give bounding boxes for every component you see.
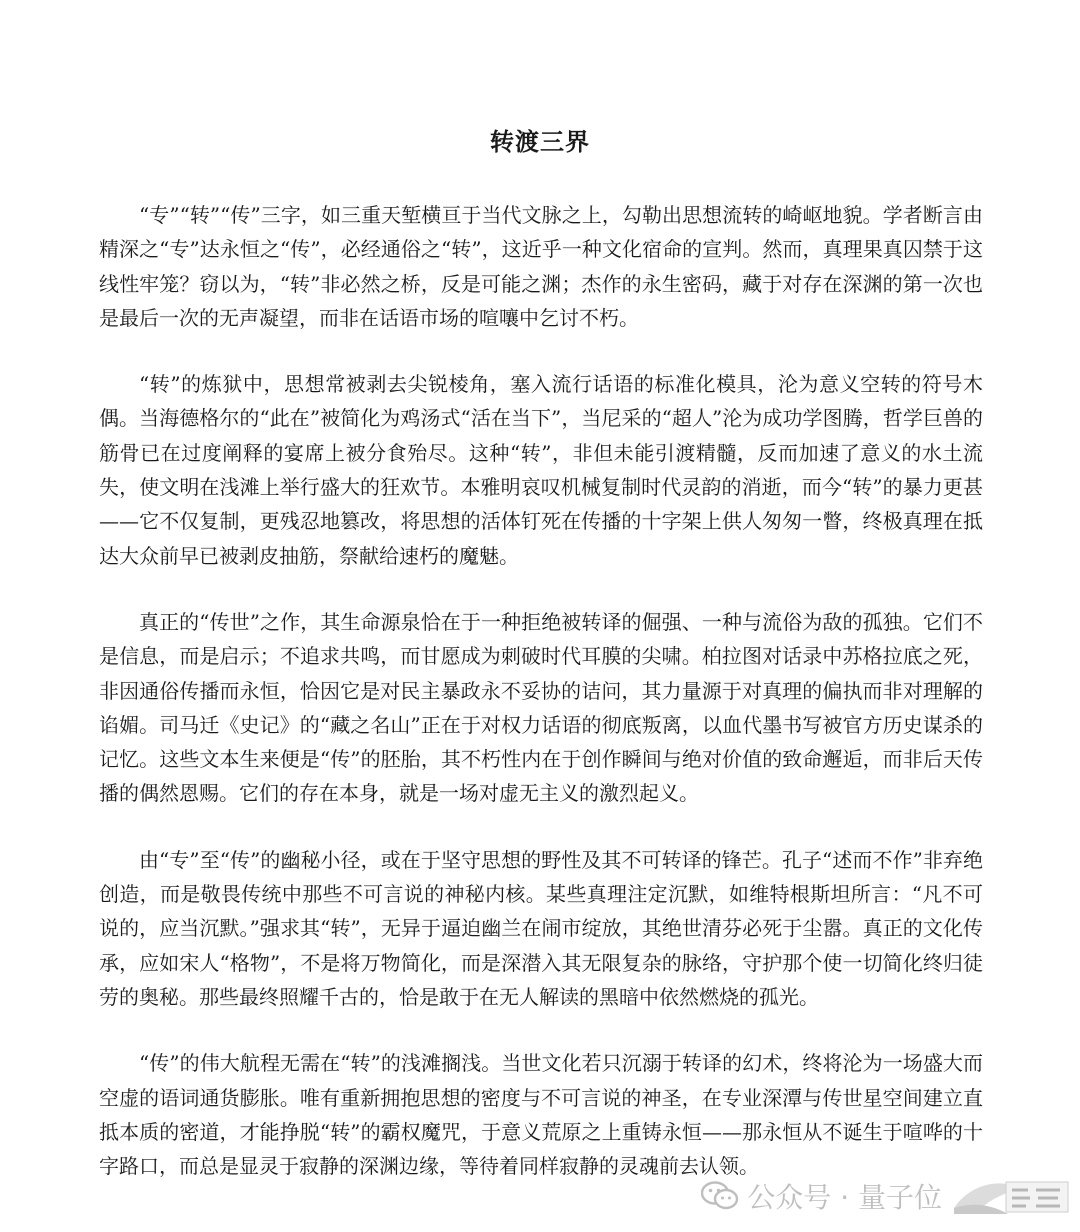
watermark <box>701 1174 1070 1218</box>
paragraph-1: “专”“转”“传”三字，如三重天堑横亘于当代文脉之上，勾勒出思想流转的崎岖地貌。学者断言由精深之“专”达永恒之“传”，必经通俗之“转”，这近乎一种文化宿命的宣判。然而，真理果真囚禁于这线性牢笼？窃以为，“转”非必然之桥，反是可能之渊；杰作的永生密码，藏于对存在深渊的第一次也是最后一次的无声凝望，而非在话语市场的喧嚷中乞讨不朽。 <box>99 203 983 330</box>
document-title: 转渡三界 <box>490 127 590 156</box>
paragraph-5: “传”的伟大航程无需在“转”的浅滩搁浅。当世文化若只沉溺于转译的幻术，终将沦为一场盛大而空虚的语词通货膨胀。唯有重新拥抱思想的密度与不可言说的神圣，在专业深潭与传世星空间建立直抵本质的密道，才能挣脱“转”的霸权魔咒，于意义荒原之上重铸永恒——那永恒从不诞生于喧哗的十字路口，而总是显灵于寂静的深渊边缘，等待着同样寂静的灵魂前去认领。 <box>99 1051 983 1179</box>
paragraph-3: 真正的“传世”之作，其生命源泉恰在于一种拒绝被转译的倔强、一种与流俗为敌的孤独。它们不是信息，而是启示；不追求共鸣，而甘愿成为刺破时代耳膜的尖啸。柏拉图对话录中苏格拉底之死，非因通俗传播而永恒，恰因它是对民主暴政永不妥协的诘问，其力量源于对真理的偏执而非对理解的谄媚。司马迁《史记》的“藏之名山”正在于对权力话语的彻底叛离，以血代墨书写被官方历史谋杀的记忆。这些文本生来便是“传”的胚胎，其不朽性内在于创作瞬间与绝对价值的致命邂逅，而非后天传播的偶然恩赐。它们的存在本身，就是一场对虚无主义的激烈起义。 <box>99 609 983 806</box>
paragraph-2: “转”的炼狱中，思想常被剥去尖锐棱角，塞入流行话语的标准化模具，沦为意义空转的符号木偶。当海德格尔的“此在”被简化为鸡汤式“活在当下”，当尼采的“超人”沦为成功学图腾，哲学巨兽的筋骨已在过度阐释的宴席上被分食殆尽。这种“转”，非但未能引渡精髓，反而加速了意义的水土流失，使文明在浅滩上举行盛大的狂欢节。本雅明哀叹机械复制时代灵韵的消逝，而今“转”的暴力更甚——它不仅复制，更残忍地篡改，将思想的活体钉死在传播的十字架上供人匆匆一瞥，终极真理在抵达大众前早已被剥皮抽筋，祭献给速朽的魔魅。 <box>99 372 983 568</box>
stamp-logo-icon <box>950 1174 1070 1218</box>
document-body <box>99 198 983 1215</box>
watermark-text: 公众号 · 量子位 <box>747 1181 942 1214</box>
paragraph-4: 由“专”至“传”的幽秘小径，或在于坚守思想的野性及其不可转译的锋芒。孔子“述而不作”非弃绝创造，而是敬畏传统中那些不可言说的神秘内核。某些真理注定沉默，如维特根斯坦所言：“凡不可说的，应当沉默。”强求其“转”，无异于逼迫幽兰在闹市绽放，其绝世清芬必死于尘嚣。真正的文化传承，应如宋人“格物”，不是将万物简化，而是深潜入其无限复杂的脉络，守护那个使一切简化终归徒劳的奥秘。那些最终照耀千古的，恰是敢于在无人解读的黑暗中依然燃烧的孤光。 <box>99 847 983 1009</box>
wechat-icon <box>701 1181 739 1211</box>
